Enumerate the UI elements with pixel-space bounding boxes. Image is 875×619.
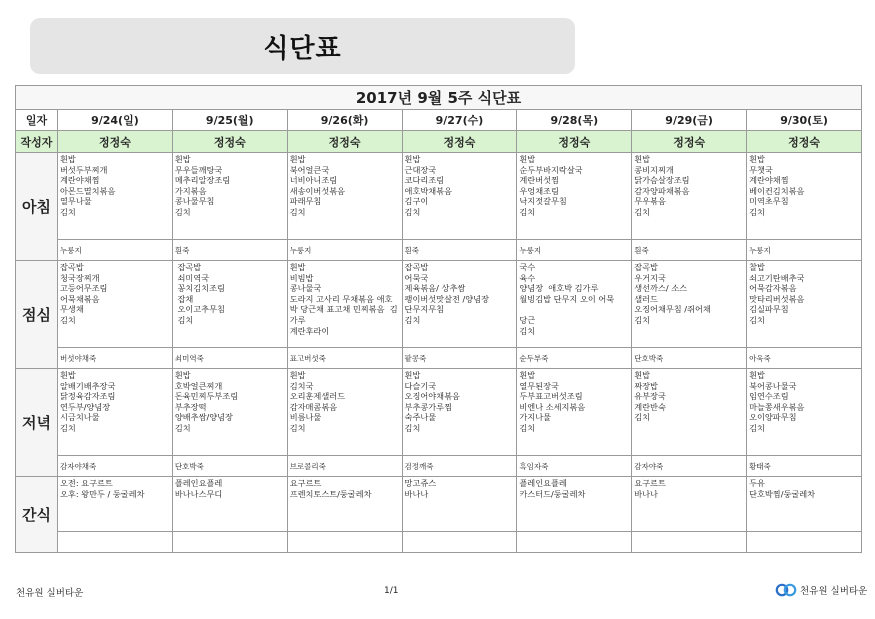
porridge-cell: 검정깨죽: [402, 456, 517, 477]
writer-cell: 정정숙: [172, 131, 287, 153]
page-title: 식단표: [263, 33, 342, 64]
porridge-cell: [402, 532, 517, 553]
meal-row: [16, 477, 862, 532]
menu-cell: 흰밥 북어콩나물국 임연수조림 마늘쫑새우볶음 오이양파무침 김치: [747, 369, 862, 456]
porridge-cell: 흰죽: [402, 240, 517, 261]
porridge-cell: 단호박죽: [632, 348, 747, 369]
page-title-banner: [30, 18, 575, 74]
porridge-cell: [58, 532, 173, 553]
writer-cell: 정정숙: [517, 131, 632, 153]
menu-cell: 오전: 요구르트 오후: 왕만두 / 둥굴레차: [58, 477, 173, 532]
porridge-cell: [747, 532, 862, 553]
menu-cell: 흰밥 순두부바지락살국 계란버섯찜 우엉채조림 낙지젓갈무침 김치: [517, 153, 632, 240]
porridge-cell: 누룽지: [287, 240, 402, 261]
menu-cell: 흰밥 근대장국 코다리조림 애호박채볶음 김구이 김치: [402, 153, 517, 240]
menu-cell: 흰밥 무챗국 계란야채찜 베이컨김치볶음 미역초무침 김치: [747, 153, 862, 240]
menu-cell: 흰밥 북어얼큰국 너비아니조림 새송이버섯볶음 파래무침 김치: [287, 153, 402, 240]
meal-label: 점심: [16, 261, 58, 369]
footer-logo: [775, 583, 867, 597]
writer-header-label: 작성자: [16, 131, 58, 153]
porridge-cell: 누룽지: [517, 240, 632, 261]
menu-cell: 흰밥 열무된장국 두부표고버섯조림 비엔나 소세지볶음 가지나물 김치: [517, 369, 632, 456]
date-header: 9/29(금): [632, 110, 747, 131]
porridge-cell: 아욱죽: [747, 348, 862, 369]
menu-cell: 두유 단호박찜/둥굴레차: [747, 477, 862, 532]
porridge-cell: 누룽지: [747, 240, 862, 261]
menu-cell: 흰밥 호박얼큰찌개 돈육민찌두부조림 부추장떡 양배추쌈/양념장 김치: [172, 369, 287, 456]
writer-cell: 정정숙: [747, 131, 862, 153]
porridge-cell: 팥콩죽: [402, 348, 517, 369]
writer-cell: 정정숙: [632, 131, 747, 153]
meal-row: [16, 369, 862, 456]
menu-cell: 흰밥 김치국 오리훈제샐러드 감자매콤볶음 비름나물 김치: [287, 369, 402, 456]
writer-cell: 정정숙: [402, 131, 517, 153]
porridge-cell: 감자야죽: [632, 456, 747, 477]
menu-cell: 찰밥 쇠고기탄배추국 어묵감자볶음 맛타리버섯볶음 김실파무침 김치: [747, 261, 862, 348]
porridge-cell: 누룽지: [58, 240, 173, 261]
footer-page-number: 1/1: [384, 586, 399, 596]
porridge-cell: 황태죽: [747, 456, 862, 477]
porridge-cell: 쇠미역죽: [172, 348, 287, 369]
logo-text: 천유원 실버타운: [800, 586, 868, 597]
menu-cell: 잡곡밥 쇠미역국 꽁치김치조림 잡채 오이고추무침 김치: [172, 261, 287, 348]
menu-cell: 망고쥬스 바나나: [402, 477, 517, 532]
porridge-cell: 표고버섯죽: [287, 348, 402, 369]
menu-cell: 흰밥 비빔밥 콩나물국 도라지 고사리 무채볶음 애호박 당근채 표고채 민찌볶음 김가루 계란후라이: [287, 261, 402, 348]
date-header: 9/27(수): [402, 110, 517, 131]
menu-cell: 흰밥 무우들깨탕국 메추리알장조림 가지볶음 콩나물무침 김치: [172, 153, 287, 240]
porridge-cell: 버섯야채죽: [58, 348, 173, 369]
porridge-cell: 흑임자죽: [517, 456, 632, 477]
date-header: 9/26(화): [287, 110, 402, 131]
meal-plan-table: [15, 85, 862, 553]
menu-cell: 잡곡밥 청국장찌개 고등어무조림 어묵채볶음 무생채 김치: [58, 261, 173, 348]
porridge-cell: 흰죽: [632, 240, 747, 261]
porridge-row: [16, 532, 862, 553]
porridge-cell: [172, 532, 287, 553]
menu-cell: 흰밥 짜장밥 유부장국 계란반숙 김치: [632, 369, 747, 456]
date-header: 9/28(목): [517, 110, 632, 131]
table-caption: 2017년 9월 5주 식단표: [16, 86, 862, 110]
porridge-cell: 단호박죽: [172, 456, 287, 477]
meal-label: 아침: [16, 153, 58, 261]
menu-cell: 잡곡밥 어묵국 제육볶음/ 상추쌈 팽이버섯맛살전 /양념장 단무지무침 김치: [402, 261, 517, 348]
menu-cell: 플레인요플레 카스터드/둥굴레차: [517, 477, 632, 532]
date-header-label: 일자: [16, 110, 58, 131]
date-header: 9/25(월): [172, 110, 287, 131]
porridge-cell: [287, 532, 402, 553]
porridge-cell: [517, 532, 632, 553]
menu-cell: 흰밥 버섯두부찌개 계란야채찜 아몬드멸치볶음 열무나물 김치: [58, 153, 173, 240]
logo-mark-icon: [775, 583, 797, 597]
footer-organization: 천유원 실버타운: [16, 588, 84, 599]
meal-row: [16, 153, 862, 240]
menu-cell: 흰밥 알배기배추장국 닭정육감자조림 연두부/양념장 시금치나물 김치: [58, 369, 173, 456]
date-header: 9/24(일): [58, 110, 173, 131]
menu-cell: 흰밥 콩비지찌개 닭가슴살장조림 감자양파채볶음 무우볶음 김치: [632, 153, 747, 240]
porridge-cell: 브로콜리죽: [287, 456, 402, 477]
meal-label: 간식: [16, 477, 58, 553]
porridge-cell: [632, 532, 747, 553]
porridge-row: [16, 348, 862, 369]
porridge-cell: 순두부죽: [517, 348, 632, 369]
menu-cell: 요구르트 프렌치토스트/둥굴레차: [287, 477, 402, 532]
writer-cell: 정정숙: [287, 131, 402, 153]
menu-cell: 요구르트 바나나: [632, 477, 747, 532]
porridge-cell: 흰죽: [172, 240, 287, 261]
porridge-cell: 감자야채죽: [58, 456, 173, 477]
porridge-row: [16, 240, 862, 261]
menu-cell: 잡곡밥 우거지국 생선까스/ 소스 샐러드 오징어채무침 /쥐어채 김치: [632, 261, 747, 348]
menu-cell: 플레인요플레 바나나스무디: [172, 477, 287, 532]
date-header: 9/30(토): [747, 110, 862, 131]
meal-row: [16, 261, 862, 348]
menu-cell: 국수 육수 양념장 애호박 김가루 월빙김밥 단무지 오이 어묵 당근 김치: [517, 261, 632, 348]
writer-cell: 정정숙: [58, 131, 173, 153]
menu-cell: 흰밥 다슬기국 오징어야채볶음 부추콩가루찜 숙주나물 김치: [402, 369, 517, 456]
porridge-row: [16, 456, 862, 477]
meal-label: 저녁: [16, 369, 58, 477]
